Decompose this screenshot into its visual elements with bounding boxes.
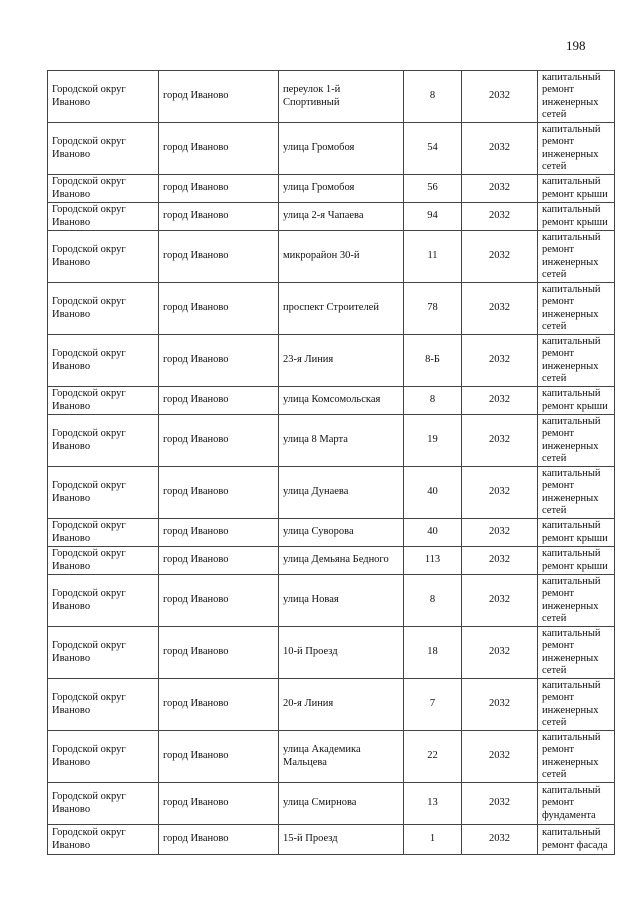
year-cell: 2032	[462, 231, 538, 283]
work-type-cell: капитальный ремонт инженерных сетей	[538, 283, 615, 335]
district-cell: Городской округ Иваново	[48, 231, 159, 283]
street-cell: улица Громобоя	[279, 175, 404, 203]
work-type-cell: капитальный ремонт фасада	[538, 825, 615, 855]
district-cell: Городской округ Иваново	[48, 415, 159, 467]
year-cell: 2032	[462, 679, 538, 731]
district-cell: Городской округ Иваново	[48, 467, 159, 519]
district-cell: Городской округ Иваново	[48, 71, 159, 123]
year-cell: 2032	[462, 783, 538, 825]
year-cell: 2032	[462, 71, 538, 123]
district-cell: Городской округ Иваново	[48, 519, 159, 547]
street-cell: улица Громобоя	[279, 123, 404, 175]
street-cell: улица 8 Марта	[279, 415, 404, 467]
year-cell: 2032	[462, 123, 538, 175]
year-cell: 2032	[462, 203, 538, 231]
district-cell: Городской округ Иваново	[48, 731, 159, 783]
street-cell: переулок 1-й Спортивный	[279, 71, 404, 123]
city-cell: город Иваново	[159, 783, 279, 825]
work-type-cell: капитальный ремонт инженерных сетей	[538, 575, 615, 627]
table-row	[48, 575, 615, 627]
house-cell: 7	[404, 679, 462, 731]
work-type-cell: капитальный ремонт инженерных сетей	[538, 731, 615, 783]
street-cell: 10-й Проезд	[279, 627, 404, 679]
repair-schedule-table	[47, 70, 615, 855]
work-type-cell: капитальный ремонт инженерных сетей	[538, 231, 615, 283]
street-cell: улица Комсомольская	[279, 387, 404, 415]
district-cell: Городской округ Иваново	[48, 387, 159, 415]
street-cell: улица Новая	[279, 575, 404, 627]
work-type-cell: капитальный ремонт крыши	[538, 519, 615, 547]
year-cell: 2032	[462, 825, 538, 855]
house-cell: 8	[404, 71, 462, 123]
district-cell: Городской округ Иваново	[48, 547, 159, 575]
year-cell: 2032	[462, 627, 538, 679]
house-cell: 1	[404, 825, 462, 855]
city-cell: город Иваново	[159, 825, 279, 855]
house-cell: 8	[404, 387, 462, 415]
street-cell: улица Демьяна Бедного	[279, 547, 404, 575]
street-cell: микрорайон 30-й	[279, 231, 404, 283]
city-cell: город Иваново	[159, 71, 279, 123]
house-cell: 8-Б	[404, 335, 462, 387]
year-cell: 2032	[462, 415, 538, 467]
page-number: 198	[566, 38, 586, 53]
street-cell: 23-я Линия	[279, 335, 404, 387]
table-row	[48, 387, 615, 415]
house-cell: 113	[404, 547, 462, 575]
work-type-cell: капитальный ремонт инженерных сетей	[538, 467, 615, 519]
house-cell: 54	[404, 123, 462, 175]
city-cell: город Иваново	[159, 175, 279, 203]
table-row	[48, 71, 615, 123]
house-cell: 40	[404, 519, 462, 547]
work-type-cell: капитальный ремонт крыши	[538, 547, 615, 575]
year-cell: 2032	[462, 467, 538, 519]
table-row	[48, 467, 615, 519]
city-cell: город Иваново	[159, 627, 279, 679]
work-type-cell: капитальный ремонт инженерных сетей	[538, 415, 615, 467]
table-row	[48, 627, 615, 679]
table-row	[48, 519, 615, 547]
house-cell: 11	[404, 231, 462, 283]
house-cell: 22	[404, 731, 462, 783]
house-cell: 56	[404, 175, 462, 203]
table-row	[48, 783, 615, 825]
work-type-cell: капитальный ремонт крыши	[538, 387, 615, 415]
work-type-cell: капитальный ремонт крыши	[538, 175, 615, 203]
house-cell: 18	[404, 627, 462, 679]
city-cell: город Иваново	[159, 547, 279, 575]
table-row	[48, 231, 615, 283]
street-cell: улица Суворова	[279, 519, 404, 547]
city-cell: город Иваново	[159, 415, 279, 467]
street-cell: улица Смирнова	[279, 783, 404, 825]
table-row	[48, 175, 615, 203]
year-cell: 2032	[462, 283, 538, 335]
year-cell: 2032	[462, 335, 538, 387]
district-cell: Городской округ Иваново	[48, 825, 159, 855]
city-cell: город Иваново	[159, 679, 279, 731]
table-row	[48, 415, 615, 467]
city-cell: город Иваново	[159, 467, 279, 519]
year-cell: 2032	[462, 547, 538, 575]
year-cell: 2032	[462, 519, 538, 547]
district-cell: Городской округ Иваново	[48, 283, 159, 335]
work-type-cell: капитальный ремонт инженерных сетей	[538, 71, 615, 123]
city-cell: город Иваново	[159, 731, 279, 783]
year-cell: 2032	[462, 575, 538, 627]
district-cell: Городской округ Иваново	[48, 175, 159, 203]
city-cell: город Иваново	[159, 335, 279, 387]
city-cell: город Иваново	[159, 231, 279, 283]
table-row	[48, 547, 615, 575]
city-cell: город Иваново	[159, 575, 279, 627]
street-cell: улица 2-я Чапаева	[279, 203, 404, 231]
district-cell: Городской округ Иваново	[48, 627, 159, 679]
table-row	[48, 335, 615, 387]
house-cell: 19	[404, 415, 462, 467]
city-cell: город Иваново	[159, 283, 279, 335]
house-cell: 78	[404, 283, 462, 335]
work-type-cell: капитальный ремонт инженерных сетей	[538, 335, 615, 387]
district-cell: Городской округ Иваново	[48, 783, 159, 825]
street-cell: 15-й Проезд	[279, 825, 404, 855]
work-type-cell: капитальный ремонт инженерных сетей	[538, 679, 615, 731]
district-cell: Городской округ Иваново	[48, 575, 159, 627]
table-row	[48, 679, 615, 731]
city-cell: город Иваново	[159, 387, 279, 415]
table-row	[48, 203, 615, 231]
work-type-cell: капитальный ремонт фундамента	[538, 783, 615, 825]
table-row	[48, 825, 615, 855]
year-cell: 2032	[462, 175, 538, 203]
house-cell: 94	[404, 203, 462, 231]
street-cell: проспект Строителей	[279, 283, 404, 335]
table-row	[48, 283, 615, 335]
street-cell: улица Дунаева	[279, 467, 404, 519]
table-row	[48, 123, 615, 175]
work-type-cell: капитальный ремонт инженерных сетей	[538, 627, 615, 679]
district-cell: Городской округ Иваново	[48, 335, 159, 387]
house-cell: 13	[404, 783, 462, 825]
table-row	[48, 731, 615, 783]
house-cell: 8	[404, 575, 462, 627]
house-cell: 40	[404, 467, 462, 519]
district-cell: Городской округ Иваново	[48, 123, 159, 175]
year-cell: 2032	[462, 387, 538, 415]
district-cell: Городской округ Иваново	[48, 203, 159, 231]
work-type-cell: капитальный ремонт крыши	[538, 203, 615, 231]
city-cell: город Иваново	[159, 123, 279, 175]
street-cell: 20-я Линия	[279, 679, 404, 731]
year-cell: 2032	[462, 731, 538, 783]
district-cell: Городской округ Иваново	[48, 679, 159, 731]
work-type-cell: капитальный ремонт инженерных сетей	[538, 123, 615, 175]
street-cell: улица Академика Мальцева	[279, 731, 404, 783]
city-cell: город Иваново	[159, 519, 279, 547]
city-cell: город Иваново	[159, 203, 279, 231]
